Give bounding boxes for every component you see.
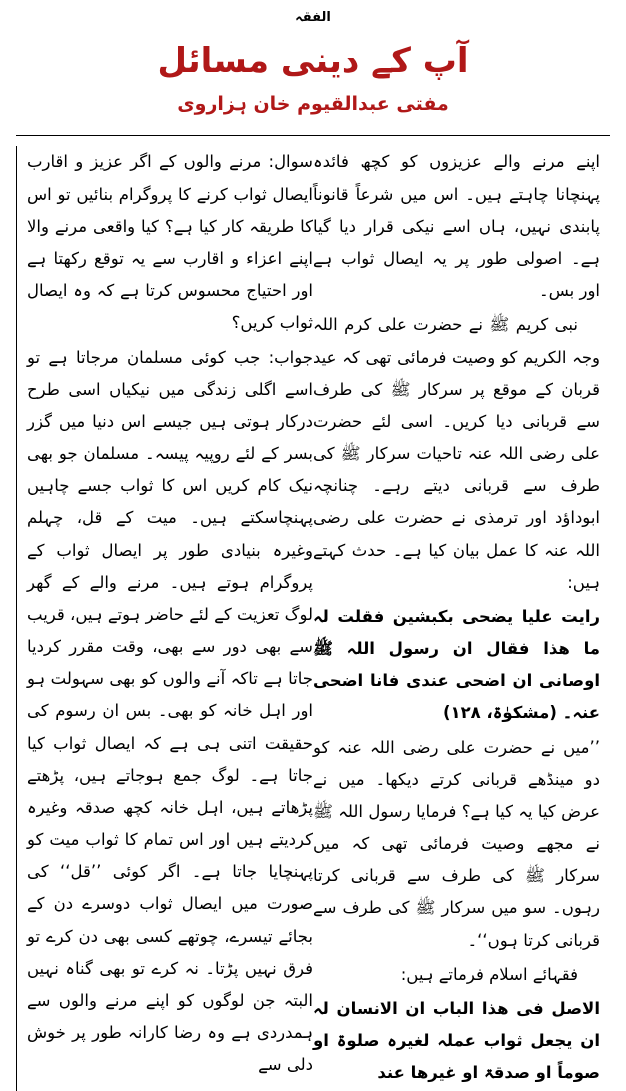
body-paragraph-2: نبی کریم ﷺ نے حضرت علی کرم اللہ وجہ الکریم کو وصیت فرمائی تھی کہ عید قربان کے موقع پر سرکار ﷺ کی طرف سے قربانی دیا کریں۔ اسی لئے حضرت علی رضی اللہ عنہ تاحیات سرکار ﷺ کی طرف سے قربانی دیتے رہے۔ چنانچہ ابوداؤد اور ترمذی نے حضرت علی رضی اللہ عنہ کا عمل بیان کیا ہے۔ حدث کہتے ہیں:: [313, 315, 600, 592]
title-block: [16, 39, 610, 117]
fiqh-arabic-text: الاصل فی ھذا الباب ان الانسان لہ ان یجعل ثواب عملہ لغیرہ صلوۃ او صوماً او صدقۃ او غیرھا عند: [313, 998, 600, 1083]
article-columns: [16, 146, 610, 1091]
answer-paragraph: جواب: جب کوئی مسلمان مرجاتا ہے تو اسے اگلی زندگی میں نیکیاں اسی طرح درکار ہوتی ہیں جیسے اس دنیا میں گزر بسر کے لئے روپیہ پیسہ۔ مسلمان جو بھی نیک کام کریں اس کا ثواب جسے چاہیں پہنچاسکتے ہیں۔ میت کے قل، چہلم وغیرہ بنیادی طور پر ایصال ثواب کے پروگرام ہوتے ہیں۔ مرنے والے کے گھر لوگ تعزیت کے لئے حاضر ہوتے ہیں، قریب سے بھی دور سے بھی، وقت مقرر کردیا جاتا ہے تاکہ آنے والوں کو بھی سہولت ہو اور اہل خانہ کو بھی۔ بس ان رسوم کی حقیقت اتنی ہی ہے کہ ایصال ثواب کیا جاتا ہے۔ لوگ جمع ہوجاتے ہیں، پڑھتے پڑھاتے ہیں، اہل خانہ کچھ صدقہ وغیرہ کردیتے ہیں اور اس تمام کا ثواب میت کو پہنچایا جاتا ہے۔ اگر کوئی ’’قل‘‘ کی صورت میں ایصال ثواب دوسرے دن کے بجائے تیسرے، چوتھے کسی بھی دن کرے تو فرق نہیں پڑتا۔ نہ کرے تو بھی گناہ نہیں البتہ جن لوگوں کو اپنے مرنے والوں سے ہمدردی ہے وہ رضا کارانہ طور پر خوش دلی سے: [27, 347, 313, 1075]
fuqaha-intro: فقہائے اسلام فرماتے ہیں:: [400, 964, 578, 984]
question-paragraph: سوال: مرنے والوں کے اگر عزیز و اقارب ایصال ثواب کرنے کا پروگرام بنائیں تو اس کا طریقہ کار کیا ہے؟ کیا واقعی مرنے والا اپنے اعزاء و اقارب سے یہ توقع رکھتا ہے اور احتیاج محسوس کرتا ہے کہ وہ ایصال ثواب کریں؟: [27, 152, 313, 333]
body-paragraph-1: اپنے مرنے والے عزیزوں کو کچھ فائدہ پہنچانا چاہتے ہیں۔ اس میں شرعاً قانوناً پابندی نہیں، ہاں اسے نیکی قرار دیا گیا ہے۔ اصولی طور پر یہ ایصال ثواب ہے اور بس۔: [313, 152, 600, 301]
page-title: آپ کے دینی مسائل: [157, 41, 469, 81]
author-name: مفتی عبدالقیوم خان ہزاروی: [177, 92, 449, 115]
section-label: الفقہ: [295, 10, 331, 25]
hadith-arabic-text: رایت علیا یضحی بکبشین فقلت لہ ما ھذا فقال ان رسول اللہ ﷺ اوصانی ان اضحی عندی فانا اضحی عنہ۔ (مشکوٰۃ، ۱۲۸): [313, 606, 600, 723]
column-right: [16, 146, 313, 1091]
hadith-translation: ’’میں نے حضرت علی رضی اللہ عنہ کو دو مینڈھے قربانی کرتے دیکھا۔ میں نے عرض کیا یہ کیا ہے؟ فرمایا رسول اللہ ﷺ نے مجھے وصیت فرمائی تھی کہ میں سرکار ﷺ کی طرف سے قربانی کرتا رہوں۔ سو میں سرکار ﷺ کی طرف سے قربانی کرتا ہوں‘‘۔: [313, 737, 600, 950]
header-divider: [16, 135, 610, 136]
column-left: [313, 146, 610, 1091]
